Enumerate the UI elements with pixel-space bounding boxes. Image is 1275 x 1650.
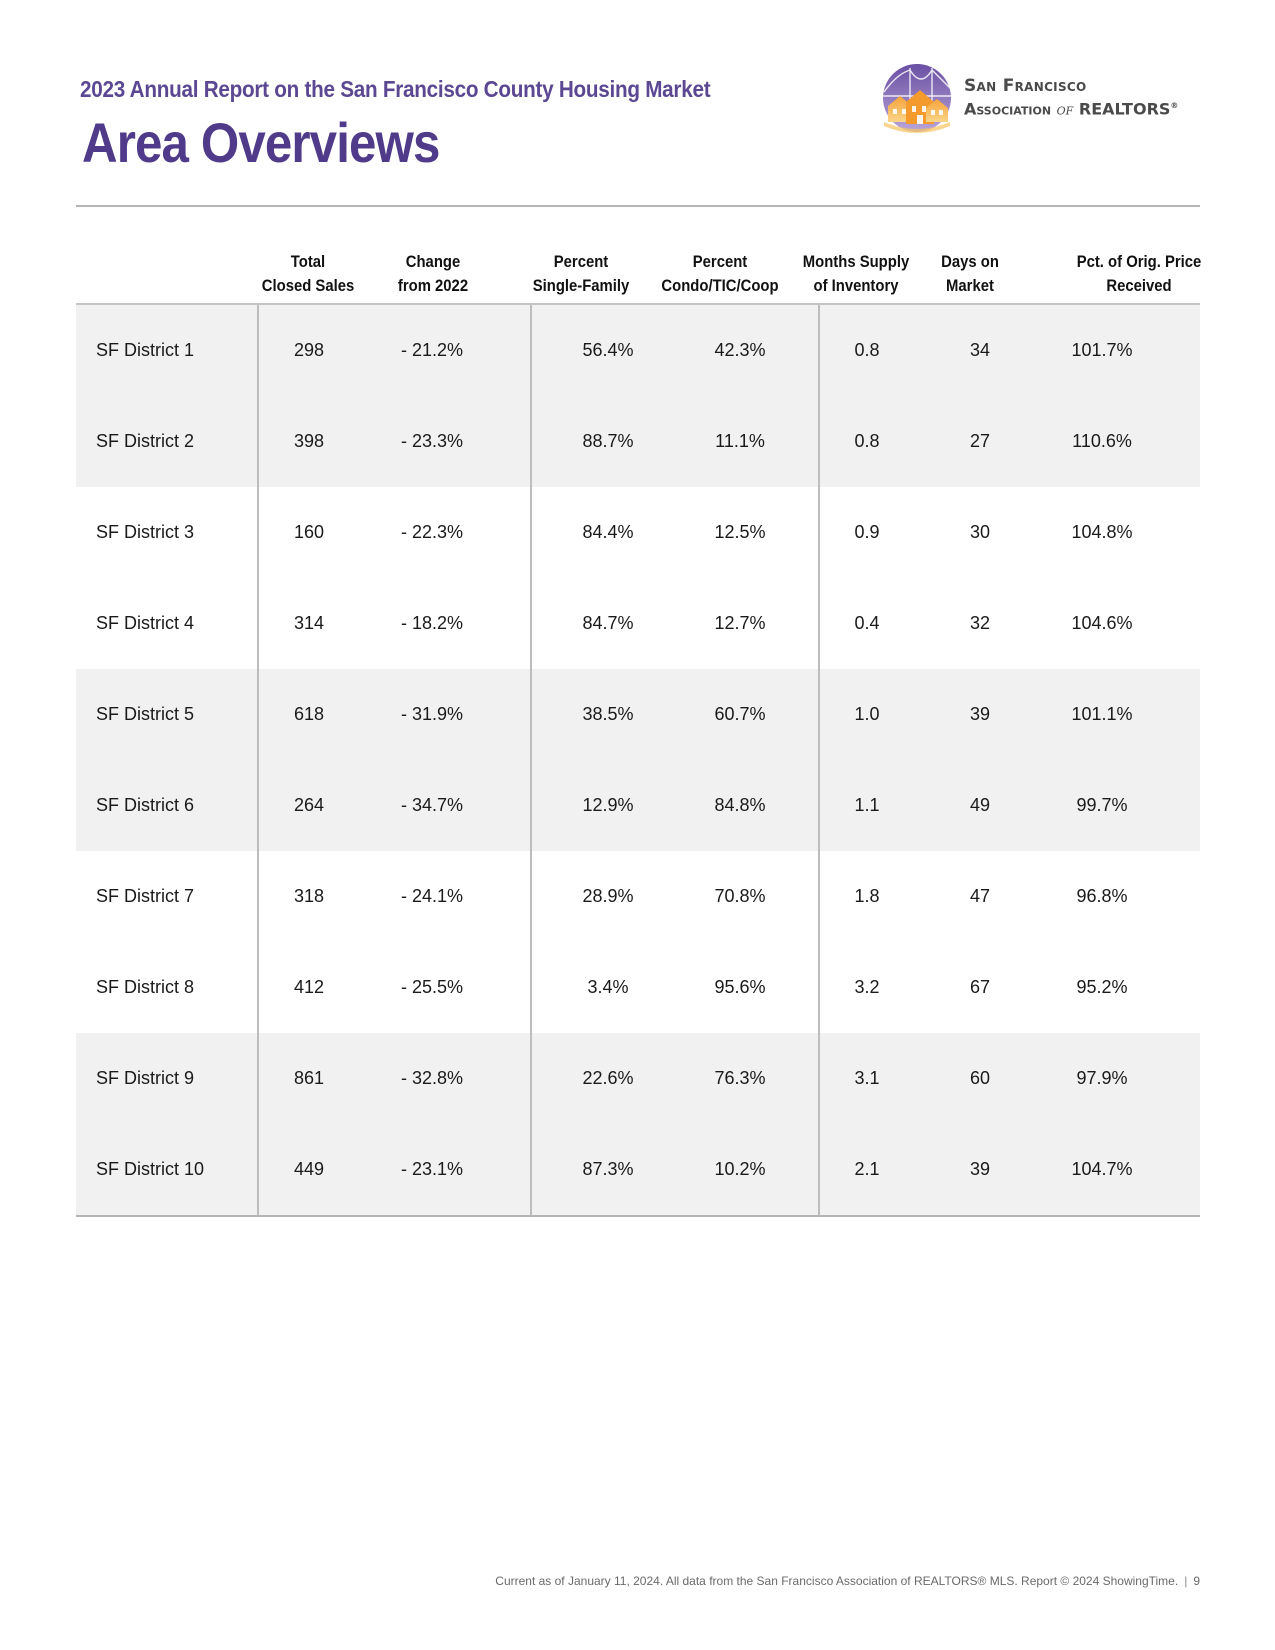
table-cell: 2.1 (854, 1159, 880, 1179)
table-cell: 76.3% (714, 1068, 766, 1088)
table-cell: 104.6% (1071, 613, 1133, 633)
district-name: SF District 3 (96, 522, 195, 542)
table-cell: 398 (293, 431, 325, 451)
table-cell: 60 (969, 1068, 991, 1088)
table-cell: 412 (293, 977, 325, 997)
table-cell: 56.4% (582, 340, 634, 360)
table-cell: 104.8% (1071, 522, 1133, 542)
table-cell: - 22.3% (400, 522, 464, 542)
district-name: SF District 9 (96, 1068, 195, 1088)
table-cell: 84.4% (582, 522, 634, 542)
logo-registered-mark: ® (1170, 101, 1179, 110)
table-cell: 449 (293, 1159, 325, 1179)
table-cell: - 21.2% (400, 340, 464, 360)
column-header-line: Closed Sales (261, 277, 355, 295)
page-footer (495, 1574, 1200, 1588)
table-cell: 314 (293, 613, 325, 633)
table-row (76, 396, 1200, 487)
column-header-line: from 2022 (397, 277, 469, 295)
logo-word-realtors: REALTORS (1078, 99, 1171, 119)
table-row (76, 578, 1200, 669)
table-cell: - 31.9% (400, 704, 464, 724)
header-divider (76, 205, 1200, 207)
column-divider (257, 305, 259, 1215)
column-divider (530, 305, 532, 1215)
table-row (76, 487, 1200, 578)
column-header-percent-condo (655, 250, 785, 298)
column-header-percent-single-family (523, 250, 640, 298)
table-cell: 39 (969, 704, 991, 724)
district-name: SF District 10 (96, 1159, 205, 1179)
page-number: 9 (1193, 1574, 1200, 1588)
column-header-line: Market (946, 277, 994, 295)
table-cell: - 23.3% (400, 431, 464, 451)
table-cell: 60.7% (714, 704, 766, 724)
table-cell: 95.2% (1076, 977, 1128, 997)
logo-wordmark (964, 76, 1178, 119)
column-header-line: Single-Family (532, 277, 630, 295)
golden-gate-houses-logo-icon (880, 62, 954, 134)
table-cell: - 23.1% (400, 1159, 464, 1179)
column-header-line: Total (290, 253, 326, 271)
table-bottom-rule (76, 1215, 1200, 1217)
table-cell: 104.7% (1071, 1159, 1133, 1179)
table-cell: 84.8% (714, 795, 766, 815)
area-overview-table (76, 240, 1200, 1215)
association-logo (880, 62, 1210, 134)
table-cell: 88.7% (582, 431, 634, 451)
table-cell: 84.7% (582, 613, 634, 633)
district-name: SF District 5 (96, 704, 195, 724)
table-cell: 1.8 (854, 886, 880, 906)
table-cell: - 25.5% (400, 977, 464, 997)
page-title: Area Overviews (82, 111, 440, 174)
table-cell: 28.9% (582, 886, 634, 906)
table-cell: 298 (293, 340, 325, 360)
table-cell: 160 (293, 522, 325, 542)
table-cell: 12.5% (714, 522, 766, 542)
footer-source-note: Current as of January 11, 2024. All data from the San Francisco Association of REALTORS® MLS. Report © 2024 ShowingTime. (495, 1574, 1179, 1588)
table-row (76, 1124, 1200, 1215)
table-body (76, 305, 1200, 1215)
table-cell: 32 (969, 613, 991, 633)
table-cell: 22.6% (582, 1068, 634, 1088)
logo-line-san-francisco: San Francisco (964, 76, 1087, 96)
column-divider (818, 305, 820, 1215)
table-cell: 1.0 (854, 704, 880, 724)
column-header-line: Percent (553, 253, 609, 271)
column-header-months-supply (793, 250, 919, 298)
column-header-line: Percent (692, 253, 748, 271)
table-cell: 11.1% (715, 431, 765, 451)
column-header-change-from-2022 (379, 250, 487, 298)
table-cell: 39 (969, 1159, 991, 1179)
table-cell: 38.5% (582, 704, 634, 724)
column-header-line: Condo/TIC/Coop (661, 277, 779, 295)
table-cell: 0.8 (854, 431, 880, 451)
table-cell: 3.2 (854, 977, 880, 997)
table-cell: - 18.2% (400, 613, 464, 633)
district-name: SF District 6 (96, 795, 195, 815)
table-cell: 42.3% (714, 340, 766, 360)
table-cell: 0.4 (854, 613, 880, 633)
table-cell: 67 (969, 977, 991, 997)
table-cell: 70.8% (714, 886, 766, 906)
district-name: SF District 8 (96, 977, 195, 997)
table-cell: 101.7% (1071, 340, 1133, 360)
table-cell: 95.6% (714, 977, 766, 997)
district-name: SF District 1 (96, 340, 195, 360)
table-cell: 34 (969, 340, 991, 360)
table-cell: 12.9% (582, 795, 634, 815)
table-cell: - 34.7% (400, 795, 464, 815)
column-header-line: Pct. of Orig. Price (1076, 253, 1202, 271)
table-cell: 110.6% (1072, 431, 1132, 451)
logo-line-association (964, 96, 1178, 119)
table-cell: 99.7% (1076, 795, 1128, 815)
table-row (76, 942, 1200, 1033)
column-header-pct-orig-price (1063, 250, 1216, 298)
table-cell: 861 (293, 1068, 325, 1088)
column-header-line: Months Supply (802, 253, 910, 271)
district-name: SF District 2 (96, 431, 195, 451)
column-header-line: Received (1106, 277, 1172, 295)
table-cell: 96.8% (1076, 886, 1128, 906)
table-cell: 97.9% (1076, 1068, 1128, 1088)
table-row (76, 760, 1200, 851)
table-cell: 318 (293, 886, 325, 906)
table-cell: 87.3% (582, 1159, 634, 1179)
logo-word-association: Association (964, 99, 1052, 119)
table-cell: 0.8 (854, 340, 880, 360)
table-row (76, 1033, 1200, 1124)
table-row (76, 669, 1200, 760)
table-cell: 10.2% (714, 1159, 766, 1179)
table-row (76, 851, 1200, 942)
table-cell: 101.1% (1071, 704, 1133, 724)
district-name: SF District 7 (96, 886, 195, 906)
table-cell: 1.1 (854, 795, 880, 815)
page-header (0, 0, 1275, 210)
table-cell: 49 (969, 795, 991, 815)
footer-separator: | (1184, 1574, 1188, 1588)
district-name: SF District 4 (96, 613, 195, 633)
table-header (76, 240, 1200, 305)
table-cell: 3.1 (854, 1068, 880, 1088)
column-header-line: of Inventory (813, 277, 899, 295)
table-row (76, 305, 1200, 396)
table-cell: - 32.8% (400, 1068, 464, 1088)
table-cell: 27 (969, 431, 991, 451)
column-header-line: Change (405, 253, 461, 271)
report-title: 2023 Annual Report on the San Francisco County Housing Market (80, 76, 711, 102)
column-header-days-on-market (925, 250, 1015, 298)
table-cell: 0.9 (854, 522, 880, 542)
table-cell: 30 (969, 522, 991, 542)
column-header-line: Days on (941, 253, 999, 271)
table-cell: - 24.1% (400, 886, 464, 906)
table-cell: 12.7% (714, 613, 766, 633)
table-cell: 47 (969, 886, 991, 906)
logo-word-of: of (1056, 99, 1074, 119)
table-cell: 3.4% (587, 977, 629, 997)
column-header-total-closed-sales (254, 250, 362, 298)
table-cell: 618 (293, 704, 325, 724)
table-cell: 264 (293, 795, 325, 815)
